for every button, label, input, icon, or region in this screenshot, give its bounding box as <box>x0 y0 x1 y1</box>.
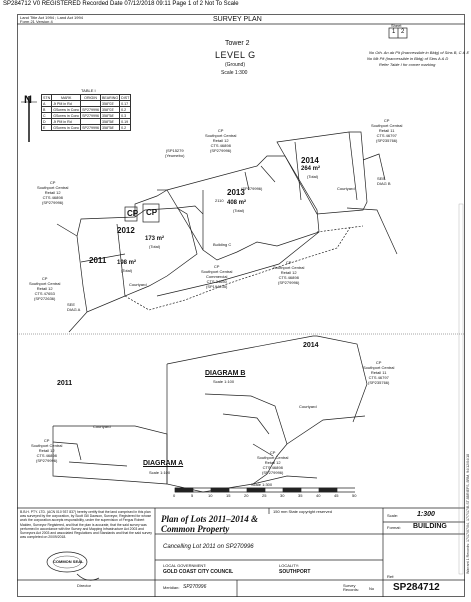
table-i <box>41 94 131 131</box>
table-cell: C <box>42 113 52 119</box>
scale-tick: 15 <box>226 493 231 498</box>
table-cell: GScrew in Conc <box>53 125 80 130</box>
sheet-number: 1 <box>392 29 396 35</box>
diagram-b-title: DIAGRAM B <box>205 370 246 377</box>
table-cell: SP279996 <box>82 113 99 118</box>
table-cell: 0.2 <box>120 107 131 113</box>
table-cell: E <box>42 125 52 131</box>
diagram-a-title: DIAGRAM A <box>143 460 184 467</box>
scale-tick: 40 <box>316 493 321 498</box>
lot-2013-sub: (Total) <box>233 208 245 213</box>
stair-ref: (SP279996) <box>241 186 263 191</box>
sheet-of: 2 <box>401 29 405 35</box>
survey-records-label: Survey Records: <box>343 583 360 592</box>
see-diag-a[interactable]: SEE DIAG A <box>67 302 81 312</box>
scale-tick: 5 <box>191 493 194 498</box>
table-header: STN <box>43 95 51 100</box>
table-cell: D <box>42 119 52 125</box>
table-cell: GScrew in Conc <box>53 113 80 118</box>
cp-right-label: CP Southport Central Retail 11 CTS 46797 (SP235766) <box>371 118 403 143</box>
ref-label: Ref: <box>387 574 395 579</box>
plan-lots-title: Plan of Lots 2011–2014 & <box>161 514 259 524</box>
plan-number: SP284712 <box>393 582 440 593</box>
table-cell: GScrew in Conc <box>53 107 80 112</box>
diagram-a-cp-left: CP Southport Central Retail 12 CTS 46898 (SP279996) <box>31 438 63 463</box>
lot-2012-number: 2012 <box>117 226 135 235</box>
table-cell: 358°03' <box>100 107 119 113</box>
cp-left-label: CP Southport Central Retail 12 CTS 46898 (SP279996) <box>205 128 237 153</box>
table-cell: 358°58' <box>100 113 119 119</box>
table-header: MARK <box>52 95 81 101</box>
scale-tick: 30 <box>280 493 285 498</box>
scale-tick: 50 <box>352 493 357 498</box>
ref-point-label: (SP15279 (Yeumebo) <box>165 148 185 158</box>
paper-note: 150 mm State copyright reserved <box>273 509 332 514</box>
cp-box-a-label: CP <box>127 209 139 218</box>
local-government-label: LOCAL GOVERNMENT: <box>163 563 207 568</box>
plan-scale: Scale 1:300 <box>221 70 248 76</box>
scale-tick: 35 <box>298 493 303 498</box>
table-cell: SP279996 <box>82 125 99 130</box>
meridian-label: Meridian: <box>163 585 180 590</box>
table-cell: 0.17 <box>120 101 131 107</box>
local-government: GOLD COAST CITY COUNCIL <box>163 569 234 575</box>
cp-lower-right-label: CP Southport Central Retail 12 CTS 46898 (SP279996) <box>273 260 305 285</box>
table-cell: 0.19 <box>120 119 131 125</box>
cancelling-line: Cancelling Lot 2011 on SP270996 <box>163 544 254 550</box>
courtyard-label-2: Courtyard <box>129 282 147 287</box>
table-cell: Jt PM in Rd <box>52 101 81 107</box>
cp-stair-label: CP Southport Central Retail 12 CTS 46898 (SP279996) <box>37 180 69 205</box>
scale-tick: 0 <box>173 493 176 498</box>
diagram-a-courtyard: Courtyard <box>93 424 111 429</box>
north-label: N <box>24 94 32 106</box>
table-cell: Jt PM in Rd <box>52 119 81 125</box>
table-cell: SP279996 <box>82 107 99 112</box>
format-value: BUILDING <box>413 523 447 530</box>
table-cell: 358°03' <box>100 101 119 107</box>
lot-2012-area: 173 m² <box>145 236 165 242</box>
diagram-b-courtyard: Courtyard <box>299 404 317 409</box>
cp-box-b-label: CP <box>146 208 158 217</box>
scale-value: 1:300 <box>417 511 435 518</box>
meridian: SP270996 <box>183 584 207 590</box>
note-2: No Mk Plt (Inaccessible in Bldg) of Stns A & D <box>367 56 449 61</box>
table-cell: 0.2 <box>120 125 131 131</box>
director-label: Director <box>77 583 92 588</box>
table-row <box>42 125 131 131</box>
act-line-1: Land Title Act 1994 ; Land Act 1994 <box>20 15 83 20</box>
table-header: DIST <box>121 95 130 100</box>
scale-tick: 10 <box>208 493 213 498</box>
scale-bar-lines <box>175 488 355 492</box>
format-label: Format: <box>387 525 401 530</box>
table-cell: 358°58' <box>100 119 119 125</box>
see-diag-b[interactable]: SEE DIAG B <box>377 176 391 186</box>
registration-bar: SP284712 V0 REGISTERED Recorded Date 07/12/2018 09:11 Page 1 of 2 Not To Scale <box>0 0 471 9</box>
table-cell: A <box>42 101 52 107</box>
lot-2013-number: 2013 <box>227 188 245 197</box>
table-cell: 0.3 <box>120 113 131 119</box>
diagram-a-outline <box>53 426 167 484</box>
lot-2011-sub: (Total) <box>121 268 133 273</box>
diagram-a-scale: Scale 1:100 <box>149 470 171 475</box>
note-1: No Oth. An ab Plt (Inaccessible in Bldg) of Stns B, C & E <box>369 50 470 55</box>
surveyor-certificate: B.B.H. PTY. LTD. (ACN 010 937 837) hereby certify that the land comprised in this plan was surveyed by the corporation, by Scott Gill Dawson, Surveyor, Registered for whose work the corporation accepts responsibility, under the supervision of Fergus Robert Maiden, Surveyor Registered, and that the plan is accurate, that the said survey was performed in accordance with the Survey and Mapping Infrastructure Act 2003 and Surveyors Act 2003 and associated Regulations and Standards and that the said survey was completed on 20/09/2018. <box>20 510 152 540</box>
locality: SOUTHPORT <box>279 569 311 575</box>
level-name: LEVEL G <box>215 50 256 60</box>
sheet-label: Sheet <box>391 23 402 28</box>
dim-2110: 2110 <box>215 198 224 203</box>
building-name: Tower 2 <box>225 40 250 47</box>
table-header: BEARING <box>101 95 119 100</box>
scale-tick: 45 <box>334 493 339 498</box>
building-c-label: Building C <box>213 242 232 247</box>
diagram-a-lot-2011: 2011 <box>57 380 73 387</box>
survey-records: No <box>369 586 375 591</box>
lot-2014-number: 2014 <box>301 156 319 165</box>
side-records-note: Warrant 1 Records: 17/17/07/04, 17/7/17/B.ST.8BRIEFS, 8RM, 94/12/04/18 <box>466 453 470 574</box>
diagram-b-cp-lower: CP Southport Central Retail 12 CTS 46898 (SP279996) <box>257 450 289 475</box>
common-seal-label: COMMON SEAL <box>53 559 84 564</box>
lot-2013-area: 408 m² <box>227 200 247 206</box>
main-plan-outline <box>57 132 397 332</box>
lot-2014-area: 264 m² <box>301 166 321 172</box>
scale-bar-caption: Scale 1:300 <box>251 482 273 487</box>
diagram-b-cp-right: CP Southport Central Retail 11 CTS 46797 (SP235766) <box>363 360 395 385</box>
note-3: Refer Table I for corner marking <box>379 62 436 67</box>
plan-lots-title-2: Common Property <box>161 524 230 534</box>
table-cell: 358°58' <box>100 125 119 131</box>
table-header: ORIGIN <box>81 95 101 101</box>
level-sub: (Ground) <box>225 62 246 68</box>
table-cell: B <box>42 107 52 113</box>
cp-lower-left-label: CP Southport Central Retail 12 CTS 47653 (SP272636) <box>29 276 61 301</box>
locality-label: LOCALITY: <box>279 563 300 568</box>
table-i-title: TABLE I <box>81 88 96 93</box>
plan-title: SURVEY PLAN <box>213 16 262 23</box>
lot-2014-sub: (Total) <box>307 174 319 179</box>
cp-commercial-label: CP Southport Central Commercial CTS 34650 (SP194235) <box>201 264 233 289</box>
scale-label: Scale: <box>387 513 399 518</box>
lot-2011-area: 198 m² <box>117 260 137 266</box>
diagram-b-scale: Scale 1:100 <box>213 379 235 384</box>
act-line-2: Form 21 Version 4 <box>20 19 53 24</box>
survey-plan-sheet <box>17 14 470 597</box>
scale-tick: 20 <box>244 493 249 498</box>
lot-2011-number: 2011 <box>89 256 107 265</box>
courtyard-label: Courtyard <box>337 186 355 191</box>
lot-2012-sub: (Total) <box>149 244 161 249</box>
scale-tick: 25 <box>262 493 267 498</box>
diagram-b-lot-2014: 2014 <box>303 342 319 349</box>
